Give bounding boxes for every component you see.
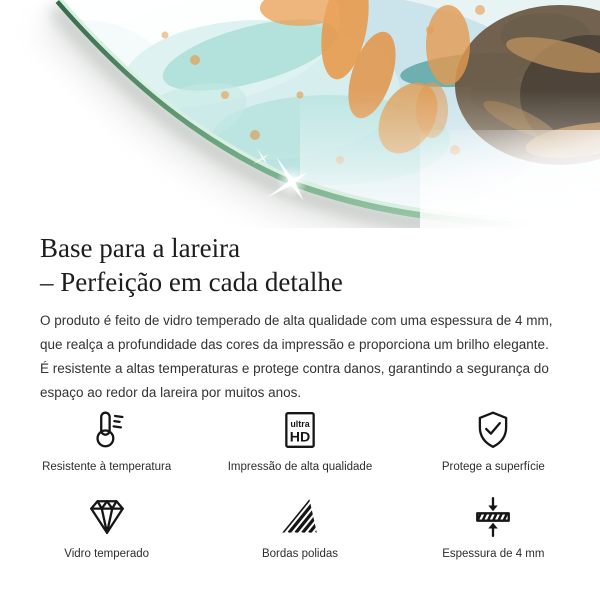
feature-label: Bordas polidas <box>261 548 339 560</box>
svg-text:ultra: ultra <box>290 418 310 429</box>
ultra-hd-icon <box>279 407 321 451</box>
feature-grid <box>0 407 600 561</box>
shield-check-icon <box>472 407 514 451</box>
white-fade-overlay <box>420 130 600 228</box>
feature-polished-edges <box>203 494 396 561</box>
product-image <box>0 0 600 228</box>
page-title-line-1: Base para a lareira <box>40 233 241 263</box>
feature-label: Vidro temperado <box>64 548 150 560</box>
page-title <box>40 232 560 299</box>
thermometer-icon <box>86 407 128 451</box>
feature-temperature-resistant <box>10 407 203 474</box>
feature-tempered-glass <box>10 494 203 561</box>
feature-surface-protection <box>397 407 590 474</box>
feature-label: Espessura de 4 mm <box>442 548 545 560</box>
feature-label: Resistente à temperatura <box>42 461 172 473</box>
polished-edges-icon <box>279 494 321 538</box>
diamond-icon <box>86 494 128 538</box>
feature-high-quality-print <box>203 407 396 474</box>
product-description: O produto é feito de vidro temperado de alta qualidade com uma espessura de 4 mm, que realça a profundidade das cores da impressão e proporciona um brilho elegante. É resistente a altas temperaturas e protege contra danos, garantindo a segurança do espaço ao redor da lareira por muitos anos. <box>40 313 553 400</box>
feature-label: Protege a superfície <box>441 461 545 473</box>
glass-panel-illustration <box>0 0 600 228</box>
feature-thickness-4mm <box>397 494 590 561</box>
feature-label: Impressão de alta qualidade <box>227 461 373 473</box>
thickness-icon <box>472 494 514 538</box>
svg-text:HD: HD <box>289 429 311 446</box>
page-title-line-2: – Perfeição em cada detalhe <box>40 266 343 297</box>
